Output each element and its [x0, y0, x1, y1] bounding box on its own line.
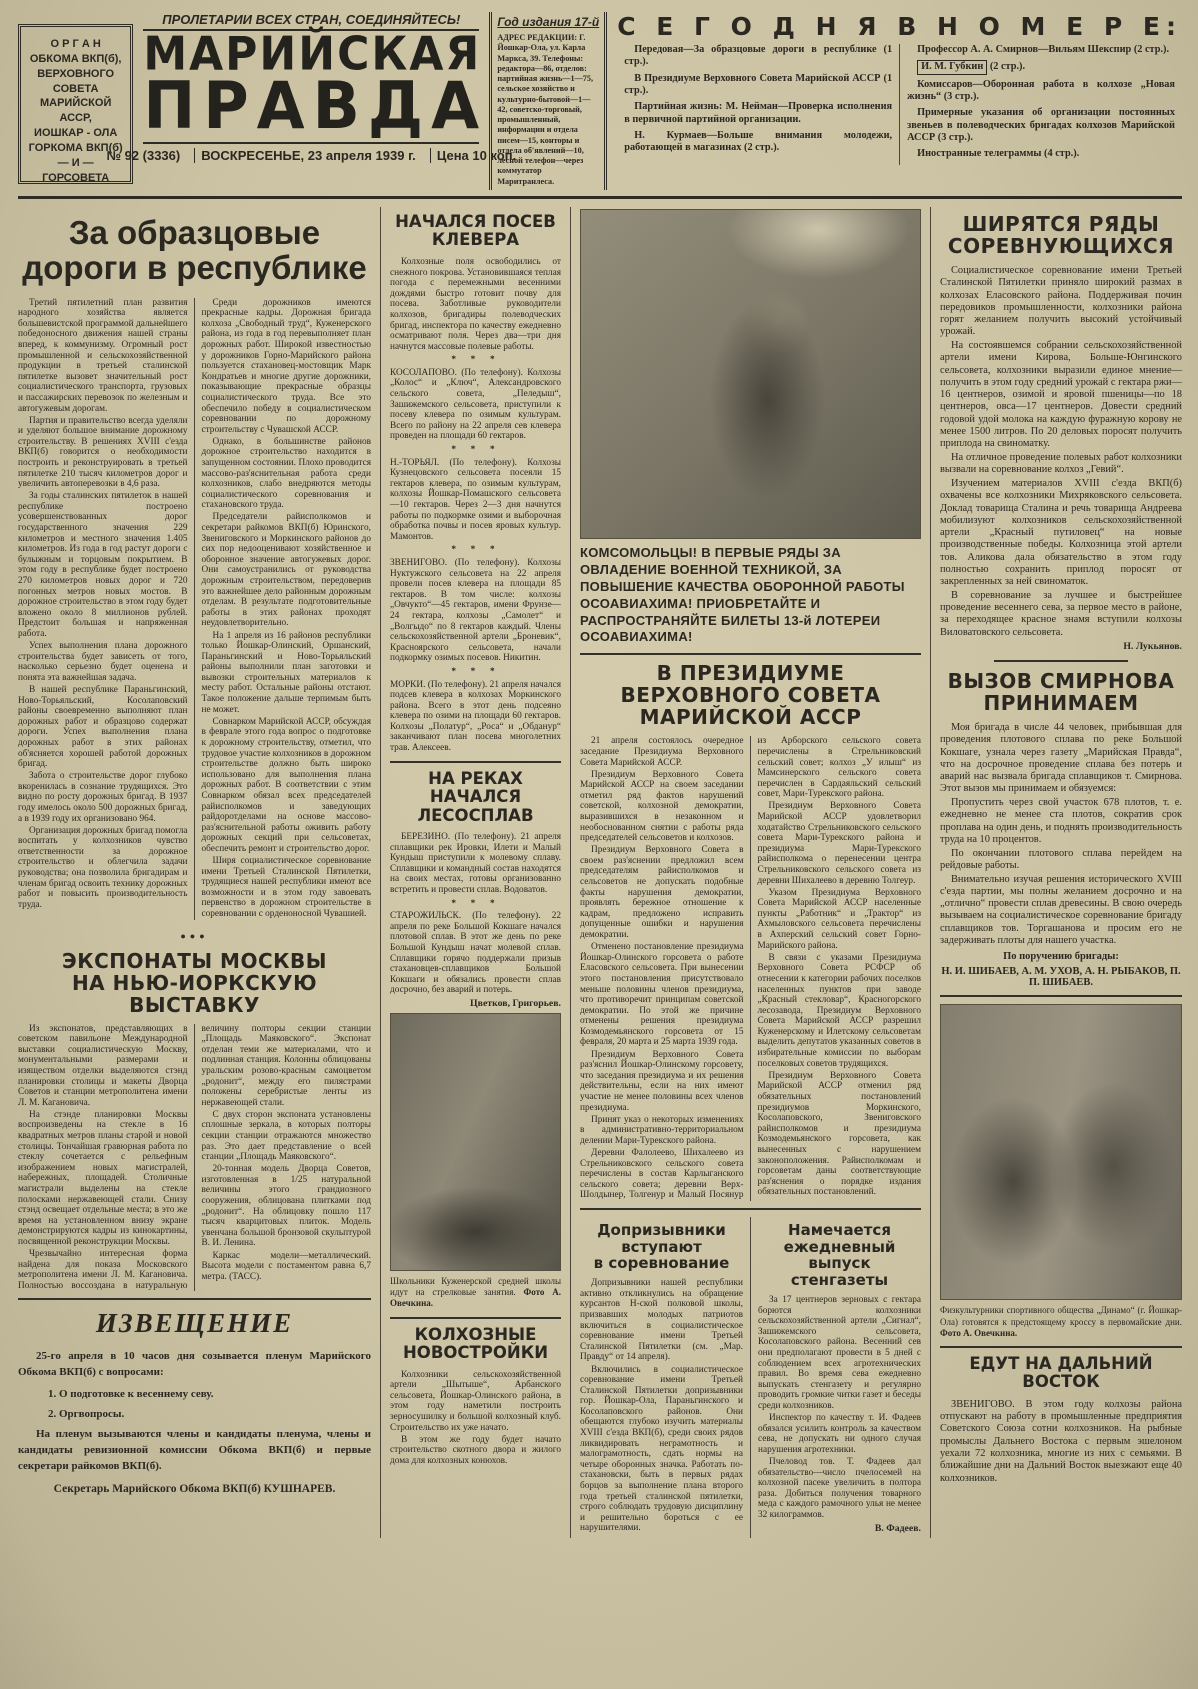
paragraph: Третий пятилетний план развития народного хозяйства является большевистской программой дальнейшего победоносного движения нашей страны вперед, к коммунизму. Огромный рост промышленной и сельскохозяйственной продукции в третьей сталинской пятилетке вызовет значительный рост социалистического транспорта, грузовых и пассажирских перевозок по железным и автогужевым дорогам. [18, 297, 188, 414]
notice-title: ИЗВЕЩЕНИЕ [95, 1308, 294, 1339]
organ-line: МАРИЙСКОЙ АССР, [39, 97, 112, 125]
organ-line: О Р Г А Н [50, 38, 101, 50]
lead-title-line2: дороги в республике [22, 249, 367, 287]
paragraph: Забота о строительстве дорог глубоко вкоренилась в сознание трудящихся. Это видно по росту дорожных бригад. В 1937 году имелось около 500 дорожных бригад, а в 1939 году их организовано 964. [18, 771, 188, 824]
clover-title-line1: НАЧАЛСЯ ПОСЕВ [395, 212, 556, 231]
paper-title-line1: МАРИЙСКАЯ [143, 27, 482, 82]
caption-text: Физкультурники спортивного общества „Динамо“ (г. Йошкар-Ола) готовятся к предстоящему кроссу в первомайские дни. [940, 1305, 1182, 1327]
lead-article-body [18, 298, 371, 920]
rule [390, 761, 561, 763]
paragraph: На стэнде планировки Москвы воспроизведены на стекле в 16 квадратных метров планы старой и новой столицы. Тончайшая гравюрная работа по стеклу сочетается с рельефным изображением новых магистралей, набережных, площадей. Столичные магистрали выделены на стекле полосками нержавеющей стали. Снизу стэнд освещает отдельные места; в это же время на установленном внизу экране демонстрируются кадры из кинокартины, посвященной реконструкции Москвы. [18, 1109, 188, 1247]
presidium-title-line1: В ПРЕЗИДИУМЕ ВЕРХОВНОГО СОВЕТА [620, 661, 881, 708]
fareast-body [940, 1399, 1182, 1485]
presidium-body [580, 736, 921, 1201]
dynamo-photo-caption [940, 1305, 1182, 1339]
challenge-body [940, 722, 1182, 947]
paragraph: Ширя социалистическое соревнование имени Третьей Сталинской Пятилетки, трудящиеся нашей республики имеют все возможности и в этом году завоевать первенство в дорожном строительстве в соревновании с орденоносной Чувашией. [201, 855, 371, 919]
editorial-address: АДРЕС РЕДАКЦИИ: Г. Йошкар-Ола, ул. Карла Маркса, 39. Телефоны: редактора—86, отделов: партийная жизнь—1—75, сельское хозяйство и культурно-бытовой—1—42, советско-торговый, промышленный, информации и отдела писем—15, конторы и отдела об'явлений—10, лесной телефон—через коммутатор Маритранлеса. [497, 33, 594, 186]
paper-title-line2: ПРАВДА [143, 67, 488, 144]
rule [940, 1346, 1182, 1348]
paragraph: Отменено постановление президиума Йошкар-Олинского горсовета о работе Еласовского сельсовета. При вынесении этого постановления присутствовало меньше половины членов президиума, что противоречит принципам советской демократии. По этой же причине отменены решения президиума Козмодемьянского горсовета от 15 февраля, 20 марта и 25 марта 1939 года. [580, 942, 744, 1048]
today-item: Передовая—За образцовые дороги в республике (1 стр.). [624, 44, 893, 68]
photo-dynamo-athletes [940, 1004, 1182, 1300]
obituary-page: (2 стр.). [987, 61, 1026, 73]
paragraph: Пчеловод тов. Т. Фадеев дал обязательство—число пчелосемей на колхозной пасеке увеличить в полтора раза. Добиться получения товарного меда с каждого рамочного улья не менее 32 килограммов. [758, 1456, 921, 1520]
notice-paragraph: На пленум вызываются члены и кандидаты пленума, члены и кандидаты ревизионной комиссии Обкома ВКП(б) и первые секретари райкомов ВКП(б). [18, 1428, 371, 1472]
rule [580, 1208, 921, 1210]
masthead-rule [18, 196, 1182, 199]
organ-line: — И — [57, 156, 94, 169]
paragraph: 21 апреля состоялось очередное заседание Президиума Верховного Совета Марийской АССР. [580, 736, 744, 768]
lead-title-line1: За образцовые [68, 214, 321, 251]
photo-schoolboys-shooting [390, 1013, 561, 1271]
clover-body [390, 257, 561, 754]
presidium-title-line2: МАРИЙСКОЙ АССР [639, 705, 862, 730]
challenge-sig-intro: По поручению бригады: [1003, 951, 1119, 963]
paragraph: Председатели райисполкомов и секретари райкомов ВКП(б) Юринского, Звениговского и Моркинского районов до сих пор недооценивают хозяйственное и оборонное значение автогужевых дорог. Они самоустранились от руководства дорожным строительством, передоверив это важнейшее дело районным дорожным отделам. В результате подготовительные работы в этих районах проходят неудовлетворительно. [201, 512, 371, 629]
today-item: В Президиуме Верховного Совета Марийской АССР (1 стр.). [624, 72, 893, 97]
notice-signature: Секретарь Марийского Обкома ВКП(б) КУШНАРЕВ. [53, 1482, 336, 1495]
paragraph: * * * Н.-ТОРЬЯЛ. (По телефону). Колхозы Кузнецовского сельсовета посеяли 15 гектаров клевера, по озимым культурам, колхозы Йошкар-Помашского сельсовета—10 гектаров. Через 2—3 дня начнутся работы по подкормке озими и выборочная обработка почвы и посев яровых культур. Мамонтов. [390, 445, 561, 542]
paragraph: Президиум Верховного Совета раз'яснил Йошкар-Олинскому горсовету, что заседания президиума и их решения действительны, если на них имеют участие не менее половины всех членов президиума. [580, 1049, 744, 1113]
rule [390, 1317, 561, 1319]
paragraph: Партия и правительство всегда уделяли и уделяют большое внимание дорожному строительству. В решениях XVIII с'езда ВКП(б) говорится о необходимости построить и реконструировать в третьей пятилетке 210 тысяч километров дорог и увеличить автоперевозки в 4,6 раза. [18, 415, 188, 490]
column-center [570, 207, 930, 1538]
organ-line: ГОРСОВЕТА [42, 171, 110, 184]
notice-section [18, 1308, 371, 1495]
organ-line: ВЕРХОВНОГО [37, 67, 115, 80]
paragraph: ЗВЕНИГОВО. В этом году колхозы района отпускают на работу в промышленные предприятия Советского Союза сотни колхозников. На рыбные промыслы Дальнего Востока с первым эшелоном уехали 72 колхозника, многие из них с семьями. В ближайшие дни на Дальний Восток выезжают еще 40 колхозников. [940, 1398, 1182, 1484]
newbuild-body [390, 1370, 561, 1467]
paragraph: В нашей республике Параньгинский, Ново-Торьяльский, Косолаповский районы своевременно выполняют план дорожных работ и образцово содержат дороги. Успех выполнения плана дорожных работ в этих районах об'ясняется хорошей работой дорожных бригад. [18, 684, 188, 770]
paragraph: В этом же году будет начато строительство скотного двора и жилого дома для колхозных конюхов. [390, 1434, 561, 1466]
organ-line: ИОШКАР - ОЛА [34, 127, 118, 140]
paragraph: Моя бригада в числе 44 человек, прибывшая для проведения плотового сплава по реке Большой Кокшаге, узнала через газету „Марийская Правда“, что на досрочное проведение сплава без потерь и аварий нас вызвала бригада сплавщиков т. Смирнова. Этот вызов мы принимаем и обязуемся: [940, 721, 1182, 795]
issue-date: ВОСКРЕСЕНЬЕ, 23 апреля 1939 г. [194, 148, 422, 163]
ranks-body [940, 265, 1182, 639]
today-item: Партийная жизнь: М. Нейман—Проверка исполнения в первичной партийной организации. [624, 101, 893, 125]
paragraph: Внимательно изучая решения исторического XVIII с'езда партии, мы полны желанием досрочно и на „отлично“ провести сплав древесины. В свою очередь вызываем на социалистическое соревнование бригаду сплавщиков тов. Торгашанова и просим его не задерживать плоты для нашего участка. [940, 873, 1182, 946]
paragraph: Принят указ о некоторых изменениях в административно-территориальном делении Мари-Турекского района. [580, 1114, 744, 1146]
predraft-title-line1: Допризывники вступают [597, 1220, 726, 1256]
rafting-body [390, 832, 561, 996]
today-right-column [900, 44, 1182, 165]
photo-credit: Фото А. Овечкина. [940, 1327, 1018, 1338]
rafting-title-line2: ЛЕСОСПЛАВ [417, 805, 534, 825]
today-in-issue [617, 12, 1182, 190]
today-item: Профессор А. А. Смирнов—Вильям Шекспир (2 стр.). [917, 44, 1170, 55]
school-photo-caption [390, 1276, 561, 1310]
today-left-column [617, 44, 900, 165]
wallpaper-signature: В. Фадеев. [874, 1522, 921, 1534]
challenge-title-line2: ПРИНИМАЕМ [983, 690, 1139, 715]
rafting-title-line1: НА РЕКАХ НАЧАЛСЯ [428, 768, 523, 807]
obituary-name: И. М. Губкин [917, 60, 987, 74]
fareast-title: ЕДУТ НА ДАЛЬНИЙ ВОСТОК [969, 1354, 1153, 1392]
newbuild-title: КОЛХОЗНЫЕ НОВОСТРОЙКИ [402, 1324, 549, 1363]
ranks-title-line2: СОРЕВНУЮЩИХСЯ [947, 234, 1175, 258]
paragraph: На состоявшемся собрании сельскохозяйственной артели имени Кирова, Больше-Юнгинского сельсовета, колхозники выразили единое мнение—получить в этом году средний урожай с гектара ржи—16 центнеров, озимой и яровой пшеницы—по 18 центнеров, овса—17 центнеров. Довести средний годовой удой молока на каждую фуражную корову не менее 1500 литров. По 20 деловых поросят получить приплода на свиноматку. [940, 340, 1182, 450]
presidium-title [580, 662, 921, 728]
editorial-address-box [489, 12, 607, 190]
paragraph: Деревни Фалолеево, Шихалеево из Стрельниковского сельского совета перечислены в состав Карлыганского сельского совета; деревни Верх-Шолдынер, Толгенур и Малый Посянур из Арборского сельского совета перечислены в Стрельниковский сельский совет; колхоз „У илыш“ из Мамсинерского сельского совета перечислен в Сардаяльский сельский совет, Мари-Турекского района. [580, 736, 921, 1201]
organ-line: ГОРКОМА ВКП(б) [28, 141, 123, 154]
rafting-signature: Цветков, Григорьев. [470, 997, 561, 1009]
photo-credit: Фото А. Овечкина. [390, 1287, 562, 1309]
predraft-title-line2: в соревнование [593, 1254, 730, 1273]
wallpaper-body [758, 1295, 921, 1520]
paragraph: Успех выполнения плана дорожного строительства будет зависеть от того, насколько серьезно будет оценена и понята эта важнейшая задача. [18, 641, 188, 683]
today-heading: С Е Г О Д Н Я В Н О М Е Р Е: [617, 12, 1182, 41]
paragraph: Включились в социалистическое соревнование имени Третьей Сталинской Пятилетки допризывники гор. Йошкар-Ола, Параньгинского и Косолаповского районов. Они обещаются глубоко изучить материалы XVIII с'езда ВКП(б), среди своих рядов ликвидировать неграмотность и малограмотность, сдать нормы на четыре оборонных значка. Работать по-стахановски, быть в первых рядах борцов за выполнение плана второго года третьей сталинской пятилетки, строго соблюдать трудовую дисциплину и решительно бороться с ее нарушителями. [580, 1364, 743, 1534]
notice-paragraph: 25-го апреля в 10 часов дня созывается пленум Марийского Обкома ВКП(б) с вопросами: [18, 1350, 371, 1379]
exhibits-title-line1: ЭКСПОНАТЫ МОСКВЫ [62, 948, 327, 973]
organ-line: СОВЕТА [52, 82, 99, 95]
exhibits-title-line2: НА НЬЮ-ИОРКСКУЮ ВЫСТАВКУ [71, 970, 318, 1017]
paragraph: В соревнование за лучшее и быстрейшее проведение весеннего сева, за первое место в районе, за переходящее красное знамя вступили колхозы Виловатовского сельсовета. [940, 589, 1182, 638]
today-item: Примерные указания об организации постоянных звеньев в полеводческих бригадах колхозов Марийской АССР (3 стр.). [907, 107, 1175, 144]
column-lead [18, 207, 380, 1538]
paragraph: Колхозные поля освободились от снежного покрова. Установившаяся теплая погода с перемежными весенними дождями быстро готовит почву для посева. Заботливые руководители колхозов, бригадиры полеводческих бригад, инспектора по качеству ежедневно осматривают поля. Через два—три дня начнутся массовые полевые работы. [390, 256, 561, 352]
wallpaper-title-line1: Намечается ежедневный [783, 1220, 896, 1256]
challenge-title-line1: ВЫЗОВ СМИРНОВА [947, 668, 1175, 693]
wallpaper-title [758, 1222, 921, 1289]
section-divider-dots [18, 926, 371, 944]
issue-price: Цена 10 коп. [430, 148, 522, 163]
paragraph: Указом Президиума Верховного Совета Марийской АССР населенные пункты „Работник“ и „Трактор“ из Ахмыловского сельсовета перечислены в Ахперский сельский совет Горно-Марийского района. [757, 887, 921, 951]
clover-title [390, 213, 561, 250]
paragraph: Президиум Верховного Совета Марийской АССР удовлетворил ходатайство Стрельниковского сельского совета Мари-Турекского района и президиума Мари-Турекского райисполкома о перенесении центра Стрельниковского сельского совета из деревни Шихалеево в деревню Толгеур. [757, 801, 921, 886]
edition-year: Год издания 17-й [497, 15, 600, 29]
paragraph: Совнарком Марийской АССР, обсуждая в феврале этого года вопрос о подготовке к дорожному строительству, отметил, что трудовое участие колхозников в дорожном строительстве должно быть широко использовано для выполнения плана дорожных работ. В соответствии с этим Совнарком обязал всех председателей райисполкомов и заведующих райдоротделами на основе массово-раз'яснительной работы оживить работу дорожных секций при сельсоветах, обеспечить ремонт и строительство дорог. [201, 716, 371, 854]
predraft-article [580, 1217, 751, 1538]
paragraph: * * * МОРКИ. (По телефону). 21 апреля начался подсев клевера в колхозах Моркинского района. Всего в этот день подсеяно клевера по озими на площади 60 гектаров. Колхозы „Полатур“, „Роса“ и „Обданур“ заканчивают план посева многолетних трав. Алексеев. [390, 667, 561, 754]
paragraph: Социалистическое соревнование имени Третьей Сталинской Пятилетки приняло широкий размах в колхозах Еласовского района. Поддерживая почин передовиков промышленности, колхозники района горят желанием получить высокий устойчивый урожай. [940, 265, 1182, 338]
today-item-obituary [907, 60, 1175, 74]
notice-item-1: 1. О подготовке к весеннему севу. [48, 1388, 214, 1401]
challenge-title [940, 670, 1182, 714]
masthead-center [106, 12, 517, 190]
paragraph: БЕРЕЗИНО. (По телефону). 21 апреля сплавщики рек Ировки, Илети и Малый Кундыш приступили к молевому сплаву. Сплавщики и командный состав находятся на своих местах, готовы организованно встретить и провести сплав. Водоватов. [390, 832, 561, 896]
today-item: Комиссаров—Оборонная работа в колхозе „Новая жизнь“ (3 стр.). [907, 78, 1175, 103]
paragraph: Из экспонатов, представляющих в советском павильоне Международной выставки социалистическую Москву, монументальными размерами и изяществом отделки выделяются стэнд планировки столицы и макеты Дворца Советов и станции метрополитена имени Л. М. Кагановича. [18, 1023, 188, 1108]
ranks-title-line1: ШИРЯТСЯ РЯДЫ [962, 212, 1160, 236]
exhibits-title [18, 950, 371, 1016]
paragraph: Президиум Верховного Совета Марийской АССР отменил ряд обязательных постановлений президиумов Моркинского, Косолаповского, Звениговского райисполкомов и президиума Козмодемьянского горсовета, как вынесенных с нарушением законоположения. Райисполкомам и горсоветам даны соответствующие раз'яснения о порядке издания обязательных постановлений. [757, 1070, 921, 1198]
paragraph: Однако, в большинстве районов дорожное строительство находится в запущенном состоянии. Плохо проводится массово-раз'яснительная работа среди колхозников, слабо внедряются методы социалистического соревнования и стахановского труда. [201, 436, 371, 511]
rule [580, 653, 921, 655]
paragraph: Чрезвычайно интересная форма найдена для показа Московского метрополитена имени Л. М. Кагановича. Полностью воссоздана в натуральную величину полторы секции станции „Площадь Маяковского“. Экспонат отделан теми же материалами, что и подлинная станция. Колонны облицованы уральским розово-красным самоцветом „родонит“, между его пилястрами положены серебристые ленты из нержавеющей стали. [18, 1023, 371, 1291]
column-clover [380, 207, 570, 1538]
rafting-title [390, 770, 561, 825]
paragraph: * * * СТАРОЖИЛЬСК. (По телефону). 22 апреля по реке Большой Кокшаге начался плотовой сплав. В этот же день по реке Большой Кундыш начат молевой сплав. Сплавщики горячо поддержали призыв стахановцев-сплавщиков Большой Кокшаги и обязались провести сплав досрочно, без аварий и потерь. [390, 899, 561, 996]
issue-line [106, 142, 517, 163]
photo-parachutist [580, 209, 921, 539]
predraft-title [580, 1222, 743, 1272]
paragraph: Колхозники сельскохозяйственной артели „Шытыше“, Арбанского сельсовета, Йошкар-Олинского района, в этом году наметили построить зерносушилку и большой колхозный клуб. Строительство их уже начато. [390, 1369, 561, 1433]
today-item: Иностранные телеграммы (4 стр.). [917, 148, 1080, 160]
paragraph: Президиум Верховного Совета Марийской АССР на своем заседании отметил ряд фактов нарушений советской, колхозной демократии, выразившихся в незаконном и необоснованном снятии с работы ряда председателей сельсоветов и колхозов. [580, 769, 744, 844]
paper-title [143, 27, 488, 144]
wallpaper-title-line2: выпуск стенгазеты [790, 1254, 889, 1290]
today-item: Н. Курмаев—Больше внимания молодежи, работающей в магазинах (2 стр.). [624, 130, 893, 154]
issue-number: № 92 (3336) [106, 147, 181, 163]
exhibits-body [18, 1024, 371, 1292]
ranks-title [940, 213, 1182, 257]
proletarians-slogan: ПРОЛЕТАРИИ ВСЕХ СТРАН, СОЕДИНЯЙТЕСЬ! [143, 12, 479, 31]
lead-article-title [18, 215, 371, 286]
challenge-sig-names: Н. И. ШИБАЕВ, А. М. УХОВ, А. Н. РЫБАКОВ, П. П. ШИБАЕВ. [941, 966, 1181, 989]
paragraph: Инспектор по качеству т. И. Фадеев обязался усилить контроль за качеством сева, не допускать ни одного случая нарушения агротехники. [758, 1413, 921, 1455]
paragraph: Допризывники нашей республики активно откликнулись на обращение курсантов Н-ской полковой школы, призвавших молодых патриотов включиться в социалистическое соревнование имени Третьей Сталинской Пятилетки (см. „Мар. Правду“ от 14 апреля). [580, 1278, 743, 1363]
paragraph: 20-тонная модель Дворца Советов, изготовленная в 1/25 натуральной величины этого грандиозного сооружения, облицована плитками под „родонит“. На облицовку пошло 117 тысяч кварцитовых плиток. Модель увенчана большой бронзовой скульптурой В. И. Ленина. [201, 1164, 371, 1249]
divider [994, 660, 1127, 662]
paragraph: По окончании плотового сплава перейдем на рейдовые работы. [940, 847, 1182, 871]
paragraph: Президиум Верховного Совета в своем раз'яснении предложил всем председателям райисполкомов и сельсоветов не допускать подобные факты нарушения демократии, проявлять бережное отношение к кадрам, предложено исправить допущенные ошибки и нарушения демократии. [580, 845, 744, 941]
rule [18, 1298, 371, 1300]
paragraph: За 17 центнеров зерновых с гектара борются колхозники сельскохозяйственной артели „Сигнал“, Зашижемского сельсовета, Косолаповского района. Весенний сев они предполагают провести в 5 дней с соблюдением всех агротехнических правил. Во время сева ежедневно выпускать стенгазету и регулярно проводить громкие читки газет и беседы среди колхозников. [758, 1295, 921, 1411]
caption-text: Школьники Куженерской средней школы идут на стрелковые занятия. [390, 1275, 561, 1298]
bottom-article-row [580, 1217, 921, 1538]
column-right [930, 207, 1182, 1538]
predraft-body [580, 1278, 743, 1534]
clover-title-line2: КЛЕВЕРА [431, 230, 520, 250]
paragraph: Каркас модели—металлический. Высота модели с постаментом равна 6,7 метра. (ТАСС). [201, 1250, 371, 1282]
paragraph: Пропустить через свой участок 678 плотов, т. е. ежедневно не менее ста плотов, сократив срок проплава на один день, и поднять производительность труда на 10 процентов. [940, 797, 1182, 845]
paragraph: На 1 апреля из 16 районов республики только Йошкар-Олинский, Оршанский, Параньгинский и Ново-Торьяльский районы выполнили план заготовки и вывозки строительных материалов к месту работ. Остальные районы отстают. Такое положение дальше терпимым быть не может. [201, 630, 371, 715]
paragraph: За годы сталинских пятилеток в нашей республике построено усовершенствованных дорог государственного значения 229 километров и местного значения 1.405 километров. Из года в год растут дороги с булыжным и торцовым покрытием. В этом году в республике будет построено 270 километров новых дорог и 720 погонных метров новых мостов. В дорожное строительство в этом году будет вложено около 8 миллионов рублей. Предстоит большая и напряженная работа. [18, 491, 188, 639]
paragraph: В связи с указами Президиума Верховного Совета РСФСР об отнесении к категории рабочих поселков населенных пунктов при заводе „Красный стекловар“, Красногорского лесозавода, Президиум Верховного Совета Марийской АССР разрешил Куженерскому и Илетскому сельсоветам выделить депутатов указанных советов в избирательные комиссии по выборам поселковых советов трудящихся. [757, 952, 921, 1069]
paragraph: Изучением материалов XVIII с'езда ВКП(б) охвачены все колхозники Михряковского сельсовета. Доклад товарища Сталина и речь товарища Андреева мобилизуют колхозников сельскохозяйственной артели „Красный путиловец“ на новые производственные победы. Колхозница этой артели тов. Аликова дала обязательство в этом году полностью сохранить приплод поросят от закрепленных за ней свиноматок. [940, 478, 1182, 588]
masthead [18, 12, 1182, 190]
ranks-signature: Н. Лукьянов. [1123, 640, 1182, 652]
paragraph: Организация дорожных бригад помогла воспитать у колхозников чувство ответственности за дорожное строительство и облегчила задачи руководства; она позволила бригадирам и членам бригад освоить технику дорожных работ и повысить производительность труда. [18, 825, 188, 910]
paragraph: Среди дорожников имеются прекрасные кадры. Дорожная бригада колхоза „Свободный труд“, Куженерского района, из года в год перевыполняет план дорожных работ. Широкой известностью у дорожников Горно-Марийского района пользуется стахановец-мостовщик Марк Кондратьев и многие другие дорожники, показывающие прекрасные образцы социалистического труда. Все это обеспечило победу в социалистическом соревновании по дорожному строительству с Чувашской АССР. [201, 297, 371, 435]
notice-item-2: 2. Оргвопросы. [48, 1408, 125, 1421]
organ-line: ОБКОМА ВКП(б), [29, 52, 122, 65]
paragraph: С двух сторон экспоната установлены сплошные зеркала, в которых полторы секции станции отражаются множество раз. Это дает представление о всей станции „Площадь Маяковского“. [201, 1109, 371, 1163]
paragraph: * * * КОСОЛАПОВО. (По телефону). Колхозы „Колос“ и „Ключ“, Александровского сельского совета, „Пеледыш“, Зашижемского сельсовета, приступили к посеву клевера по озимым культурам. Всего по району на 22 апреля сев клевера проведен на площади 60 гектаров. [390, 355, 561, 442]
komsomol-slogan: КОМСОМОЛЬЦЫ! В ПЕРВЫЕ РЯДЫ ЗА ОВЛАДЕНИЕ ВОЕННОЙ ТЕХНИКОЙ, ЗА ПОВЫШЕНИЕ КАЧЕСТВА ОБОРОННОЙ РАБОТЫ ОСОАВИАХИМА! ПРИОБРЕТАЙТЕ И РАСПРОСТРАНЯЙТЕ БИЛЕТЫ 13-й ЛОТЕРЕИ ОСОАВИАХИМА! [580, 545, 905, 645]
paragraph: * * * ЗВЕНИГОВО. (По телефону). Колхозы Нуктужского сельсовета на 22 апреля провели посев клевера на площади 85 гектаров. В том числе: колхозы „Овчукто“—45 гектаров, имени Фрунзе—24 гектара, колхозы „Самолет“ и „Волгыдо“ по 8 гектаров каждый. Члены сельскохозяйственной артели „Броневик“, Красноярского сельсовета, начали подкормку озимых посевов. Никитин. [390, 545, 561, 664]
wallpaper-article [751, 1217, 921, 1538]
rule [940, 995, 1182, 997]
paragraph: На отличное проведение полевых работ колхозники вызвали на соревнование колхоз „Гевий“. [940, 451, 1182, 476]
